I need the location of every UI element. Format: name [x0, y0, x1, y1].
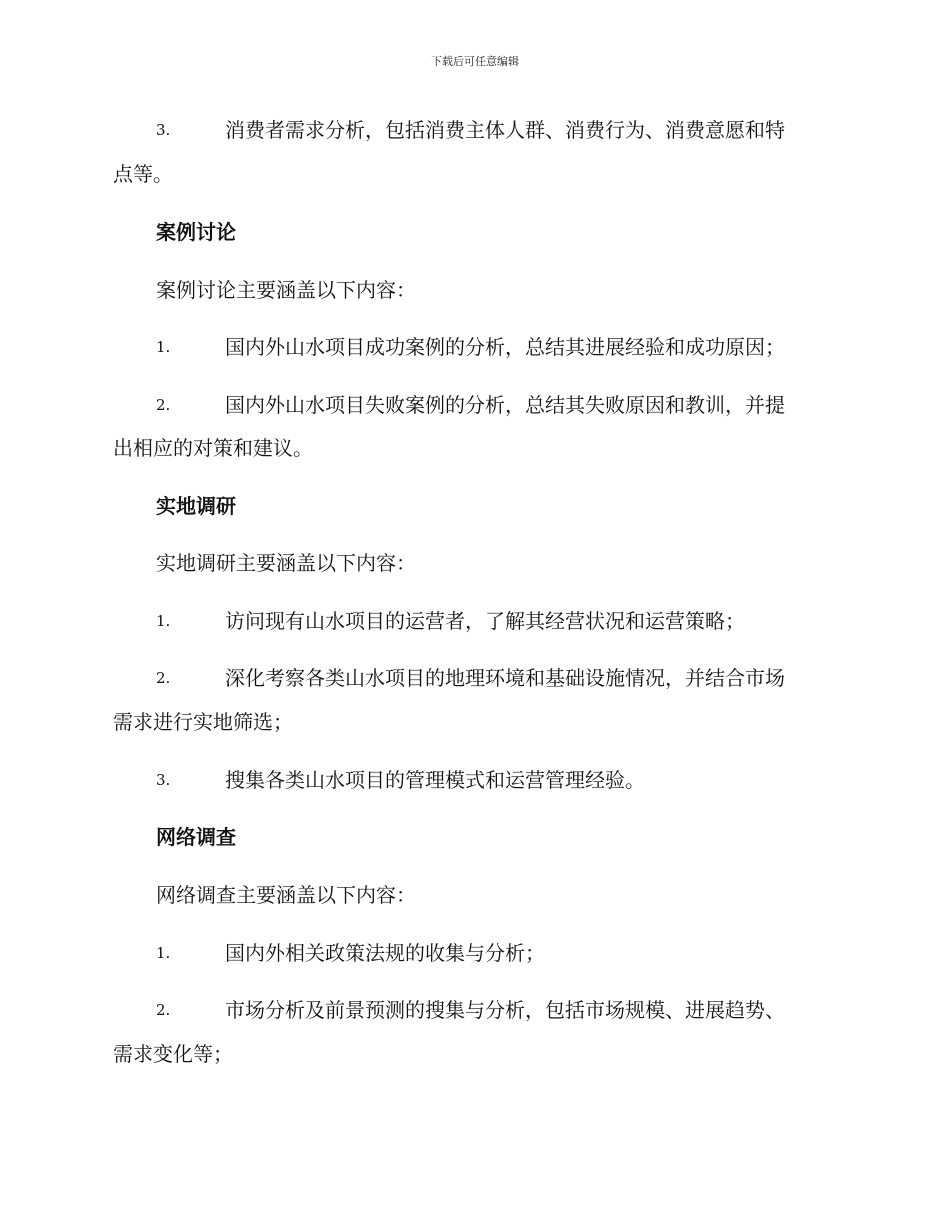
list-item-text: 国内外相关政策法规的收集与分析；	[225, 941, 545, 965]
list-item-text: 市场分析及前景预测的搜集与分析，包括市场规模、进展趋势、	[225, 998, 785, 1022]
section-intro-web: 网络调查主要涵盖以下内容：	[156, 883, 416, 907]
list-item-continuation: 点等。	[113, 162, 173, 186]
list-item-text: 消费者需求分析，包括消费主体人群、消费行为、消费意愿和特	[225, 118, 785, 142]
page-header-note: 下载后可任意编辑	[431, 55, 519, 68]
list-number: 2.	[156, 1001, 171, 1019]
list-item-continuation: 出相应的对策和建议。	[113, 436, 313, 460]
section-intro-case: 案例讨论主要涵盖以下内容：	[156, 278, 416, 302]
list-number: 3.	[156, 771, 171, 789]
list-item-text: 国内外山水项目成功案例的分析，总结其进展经验和成功原因；	[225, 335, 785, 359]
list-number: 1.	[156, 338, 171, 356]
list-item-continuation: 需求进行实地筛选；	[113, 710, 293, 734]
section-heading-case: 案例讨论	[156, 220, 236, 244]
list-item-text: 深化考察各类山水项目的地理环境和基础设施情况，并结合市场	[225, 666, 785, 690]
section-heading-web: 网络调查	[156, 825, 236, 849]
list-number: 1.	[156, 612, 171, 630]
list-item-continuation: 需求变化等；	[113, 1042, 233, 1066]
list-number: 2.	[156, 396, 171, 414]
list-number: 1.	[156, 944, 171, 962]
section-intro-field: 实地调研主要涵盖以下内容：	[156, 551, 416, 575]
list-item-text: 国内外山水项目失败案例的分析，总结其失败原因和教训，并提	[225, 393, 785, 417]
section-heading-field: 实地调研	[156, 494, 236, 518]
list-item-text: 搜集各类山水项目的管理模式和运营管理经验。	[225, 768, 645, 792]
list-item-text: 访问现有山水项目的运营者，了解其经营状况和运营策略；	[225, 609, 745, 633]
list-number: 2.	[156, 669, 171, 687]
list-number: 3.	[156, 121, 171, 139]
